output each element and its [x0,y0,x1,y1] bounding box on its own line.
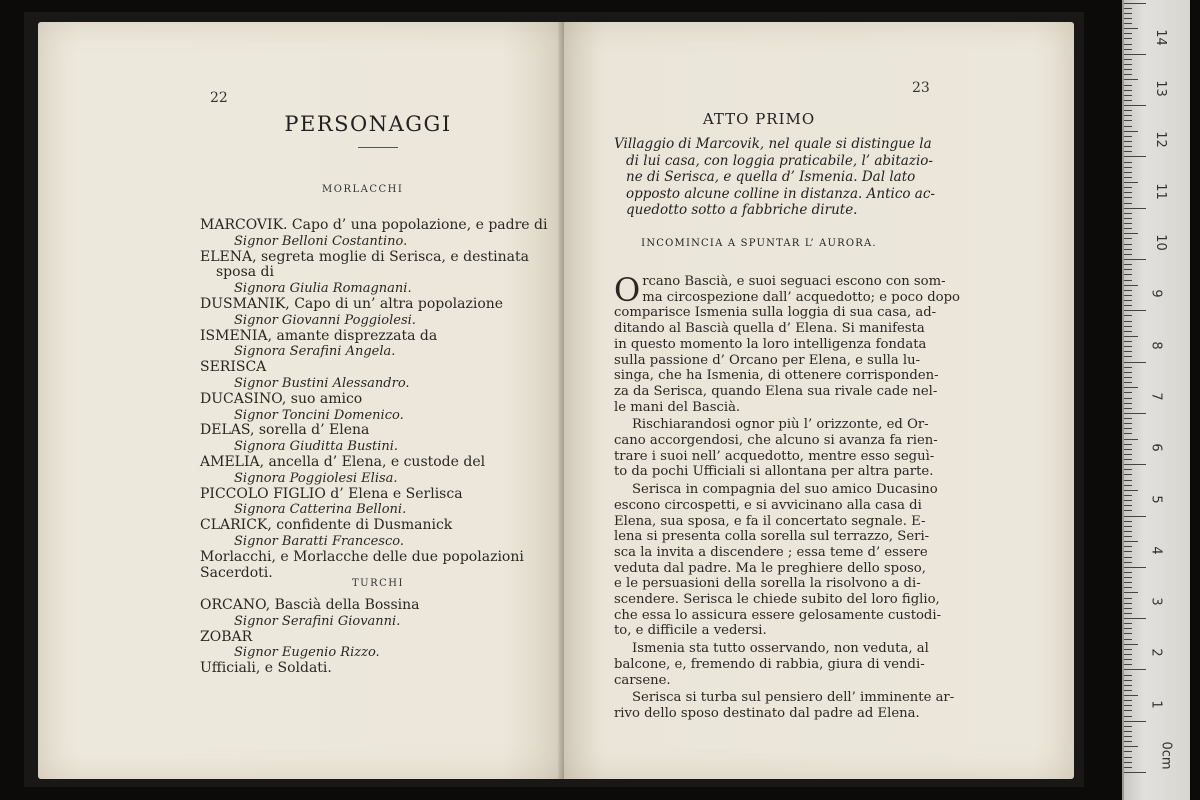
page-number-left: 22 [210,90,228,106]
ruler-tick [1124,408,1132,409]
ruler-label: 14 [1152,29,1168,46]
ruler-tick [1124,362,1146,363]
ruler-tick [1124,654,1132,655]
ruler-tick [1124,423,1132,424]
body-line: in questo momento la loro intelligenza fondata [614,336,927,352]
ruler-tick [1124,249,1132,250]
character-line: PICCOLO FIGLIO d’ Elena e Serlisca [200,485,463,502]
character-line: AMELIA, ancella d’ Elena, e custode del [200,453,486,470]
ruler-tick [1124,167,1132,168]
ruler-label: 1 [1148,700,1164,709]
body-line: che essa lo assicura essere gelosamente custodi- [614,607,942,623]
ruler-tick [1124,746,1138,747]
ruler-tick [1124,59,1132,60]
ruler-tick [1124,449,1132,450]
ruler-tick [1124,531,1132,532]
section-heading-morlacchi: MORLACCHI [322,184,404,195]
ruler-tick [1124,382,1132,383]
ruler-tick [1124,105,1146,106]
ruler-tick [1124,598,1132,599]
scene-line: ne di Serisca, e quella d’ Ismenia. Dal lato [626,169,916,185]
ruler-tick [1124,418,1132,419]
ruler-tick [1124,321,1132,322]
body-line: za da Serisca, quando Elena sua rivale cade nel- [614,383,938,399]
ruler-tick [1124,192,1132,193]
body-line: veduta dal padre. Ma le preghiere dello sposo, [614,560,926,576]
ruler-label: 12 [1152,131,1168,149]
ruler-tick [1124,131,1138,132]
ruler-label: 0cm [1158,741,1174,770]
ruler-tick [1124,562,1132,563]
body-line: escono circospetti, e si avvicinano alla casa di [614,497,922,513]
character-line: ELENA, segreta moglie di Serisca, e destinata [200,248,529,265]
ruler-tick [1124,459,1132,460]
character-line: MARCOVIK. Capo d’ una popolazione, e padre di [200,217,548,233]
character-line: SERISCA [200,359,267,376]
ruler-tick [1124,500,1132,501]
performer-name: Signor Giovanni Poggiolesi. [234,312,416,328]
ruler-tick [1124,49,1132,50]
ruler-tick [1124,608,1132,609]
drop-cap: O [614,271,641,309]
ruler-tick [1124,197,1132,198]
ruler-tick [1124,64,1132,65]
ruler-tick [1124,254,1132,255]
ruler-tick [1124,403,1132,404]
ruler-tick [1124,18,1132,19]
ruler-tick [1124,228,1132,229]
ruler-tick [1124,741,1132,742]
ruler-tick [1124,79,1138,80]
ruler-tick [1124,115,1132,116]
ruler-tick [1124,546,1132,547]
ruler-tick [1124,510,1132,511]
body-line: ma circospezione dall’ acquedotto; e poco dopo [642,289,960,305]
body-line: Serisca si turba sul pensiero dell’ imminente ar- [632,690,955,706]
ruler-tick [1124,664,1132,665]
scene-subheading: INCOMINCIA A SPUNTAR L’ AURORA. [641,238,877,249]
ruler-label: 9 [1148,289,1164,298]
ruler-tick [1124,572,1132,573]
ruler-tick [1124,315,1132,316]
ruler-tick [1124,695,1138,696]
ruler-tick [1124,582,1132,583]
ruler-tick [1124,485,1132,486]
ruler-tick [1124,280,1132,281]
ruler-tick [1124,495,1132,496]
ruler-label: 11 [1152,182,1168,200]
ruler-tick [1124,85,1132,86]
ruler-tick [1124,69,1132,70]
cast-list [200,218,560,581]
ruler-tick [1124,757,1132,758]
ruler-tick [1124,772,1146,773]
ruler-tick [1124,700,1132,701]
character-line: DUSMANIK, Capo di un’ altra popolazione [200,295,504,312]
ruler-tick [1124,577,1132,578]
ruler-label: 5 [1148,494,1164,504]
title-divider [358,147,398,148]
character-line: Sacerdoti. [200,564,273,581]
ruler-tick [1124,182,1138,183]
ruler-label: 8 [1148,340,1164,350]
ruler-tick [1124,649,1132,650]
body-line: balcone, e, fremendo di rabbia, giura di vendi- [614,656,925,672]
ruler-tick [1124,516,1146,517]
ruler-tick [1124,433,1132,434]
ruler-tick [1124,639,1132,640]
scene-line: di lui casa, con loggia praticabile, l’ abitazio- [626,152,933,169]
body-line: to da pochi Ufficiali si allontana per altra parte. [614,464,934,480]
ruler-tick [1124,690,1132,691]
ruler-tick [1124,233,1138,234]
ruler-tick [1124,464,1146,465]
ruler-tick [1124,38,1132,39]
body-line: rivo dello sposo destinato dal padre ad Elena. [614,705,920,721]
ruler-tick [1124,541,1138,542]
ruler-tick [1124,480,1132,481]
ruler-tick [1124,428,1132,429]
ruler-tick [1124,156,1146,157]
ruler-tick [1124,398,1132,399]
ruler-tick [1124,300,1132,301]
ruler-tick [1124,126,1132,127]
ruler-tick [1124,680,1132,681]
ruler-tick [1124,274,1132,275]
ruler-tick [1124,326,1132,327]
ruler-tick [1124,264,1132,265]
body-line: cano accorgendosi, che alcuno si avanza fa rien- [614,433,938,449]
ruler-tick [1124,208,1146,209]
character-line: ISMENIA, amante disprezzata da [200,327,438,344]
ruler-tick [1124,685,1132,686]
character-line: ZOBAR [200,628,253,645]
ruler-tick [1124,259,1146,260]
body-line: ditando al Bascià quella d’ Elena. Si manifesta [614,321,925,337]
ruler-tick [1124,90,1132,91]
ruler-tick [1124,592,1138,593]
body-line: Elena, sua sposa, e fa il concertato segnale. E- [614,513,926,529]
ruler-tick [1124,269,1132,270]
performer-name: Signor Toncini Domenico. [234,407,404,423]
measuring-ruler [1122,0,1190,800]
body-line: Serisca in compagnia del suo amico Ducasino [632,482,938,498]
turchi-list [200,598,560,677]
ruler-tick [1124,223,1132,224]
ruler-tick [1124,613,1132,614]
ruler-tick [1124,8,1132,9]
body-line: Ismenia sta tutto osservando, non veduta, al [632,641,929,657]
ruler-tick [1124,659,1132,660]
ruler-tick [1124,751,1132,752]
ruler-tick [1124,731,1132,732]
ruler-tick [1124,721,1146,722]
ruler-tick [1124,95,1132,96]
ruler-tick [1124,675,1132,676]
ruler-tick [1124,346,1132,347]
body-text [614,271,964,722]
ruler-tick [1124,392,1132,393]
performer-name: Signora Giuditta Bustini. [234,439,399,455]
ruler-tick [1124,28,1138,29]
body-line: trare i suoi nell’ acquedotto, mentre esso seguì- [614,448,935,464]
performer-name: Signor Serafini Giovanni. [234,613,401,629]
ruler-tick [1124,736,1132,737]
ruler-tick [1124,141,1132,142]
ruler-tick [1124,526,1132,527]
ruler-tick [1124,413,1146,414]
page-number-right: 23 [912,80,930,96]
ruler-tick [1124,521,1132,522]
ruler-tick [1124,474,1132,475]
ruler-tick [1124,100,1132,101]
character-line: CLARICK, confidente di Dusmanick [200,517,453,534]
ruler-tick [1124,120,1132,121]
ruler-tick [1124,669,1146,670]
ruler-tick [1124,187,1132,188]
ruler-tick [1124,238,1132,239]
performer-name: Signor Belloni Costantino. [234,233,408,249]
performer-name: Signora Catterina Belloni. [234,502,407,518]
ruler-tick [1124,490,1138,491]
performer-name: Signor Bustini Alessandro. [234,375,410,391]
ruler-tick [1124,162,1132,163]
performer-name: Signora Poggiolesi Elisa. [234,470,398,486]
ruler-tick [1124,295,1132,296]
ruler-tick [1124,367,1132,368]
left-page [38,22,566,779]
ruler-tick [1124,177,1132,178]
ruler-tick [1124,244,1132,245]
ruler-label: 4 [1148,546,1164,555]
character-line: ORCANO, Bascià della Bossina [200,597,420,613]
ruler-tick [1124,644,1138,645]
body-line: le mani del Bascià. [614,399,741,415]
ruler-tick [1124,290,1132,291]
ruler-label: 10 [1152,234,1168,251]
ruler-tick [1124,305,1132,306]
ruler-tick [1124,213,1132,214]
character-line: DELAS, sorella d’ Elena [200,422,370,439]
right-page [564,22,1074,779]
ruler-tick [1124,387,1138,388]
ruler-tick [1124,587,1132,588]
ruler-tick [1124,74,1132,75]
ruler-tick [1124,372,1132,373]
scene-line: Villaggio di Marcovik, nel quale si distingue la [614,136,932,152]
body-line: scendere. Serisca le chiede subito del loro figlio, [614,592,940,608]
body-line: Rischiarandosi ognor più l’ orizzonte, ed Or- [632,417,929,433]
ruler-tick [1124,505,1132,506]
body-line: comparisce Ismenia sulla loggia di sua casa, ad- [614,305,937,321]
performer-name: Signor Eugenio Rizzo. [234,645,380,661]
scene-line: quedotto sotto a fabbriche dirute. [626,202,858,218]
ruler-tick [1124,351,1132,352]
open-book [24,12,1084,787]
section-heading-turchi: TURCHI [352,578,404,589]
scene-description [614,136,964,219]
ruler-tick [1124,218,1132,219]
ruler-label: 7 [1148,392,1164,401]
ruler-tick [1124,54,1146,55]
ruler-tick [1124,3,1146,4]
body-line: sca la invita a discendere ; essa teme d’ essere [614,544,928,560]
ruler-tick [1124,377,1132,378]
character-line: sposa di [216,264,274,281]
performer-name: Signora Serafini Angela. [234,344,396,360]
body-line: e le persuasioni della sorella la risolvono a di- [614,576,921,592]
ruler-tick [1124,705,1132,706]
body-line: lena si presenta colla sorella sul terrazzo, Seri- [614,529,930,545]
body-line: sulla passione d’ Orcano per Elena, e sulla lu- [614,352,921,368]
ruler-tick [1124,726,1132,727]
character-line: Ufficiali, e Soldati. [200,660,332,677]
ruler-label: 2 [1148,648,1164,658]
ruler-label: 3 [1148,597,1164,606]
ruler-tick [1124,716,1132,717]
ruler-tick [1124,618,1146,619]
ruler-tick [1124,110,1132,111]
body-line: to, e difficile a vedersi. [614,623,767,639]
ruler-tick [1124,439,1138,440]
performer-name: Signora Giulia Romagnani. [234,281,412,297]
ruler-tick [1124,331,1132,332]
scene-line: opposto alcune colline in distanza. Antico ac- [626,185,935,202]
character-line: DUCASINO, suo amico [200,390,363,407]
ruler-tick [1124,13,1132,14]
ruler-tick [1124,146,1132,147]
body-line: rcano Bascià, e suoi seguaci escono con som- [642,274,946,289]
ruler-tick [1124,633,1132,634]
body-line: singa, che ha Ismenia, di ottenere corrisponden- [614,368,939,384]
ruler-label: 6 [1148,443,1164,452]
ruler-tick [1124,285,1138,286]
ruler-tick [1124,336,1138,337]
act-title: ATTO PRIMO [702,110,816,128]
ruler-tick [1124,603,1132,604]
ruler-tick [1124,469,1132,470]
ruler-tick [1124,341,1132,342]
ruler-tick [1124,536,1132,537]
ruler-tick [1124,551,1132,552]
ruler-tick [1124,136,1132,137]
ruler-tick [1124,454,1132,455]
page-title-personaggi: PERSONAGGI [284,112,452,136]
ruler-tick [1124,203,1132,204]
ruler-tick [1124,567,1146,568]
ruler-tick [1124,557,1132,558]
ruler-tick [1124,33,1132,34]
ruler-tick [1124,628,1132,629]
ruler-tick [1124,356,1132,357]
ruler-tick [1124,767,1132,768]
body-line: carsene. [614,672,671,688]
character-line: Morlacchi, e Morlacche delle due popolazioni [200,548,524,565]
ruler-tick [1124,623,1132,624]
ruler-label: 13 [1152,80,1168,97]
ruler-tick [1124,310,1146,311]
ruler-tick [1124,44,1132,45]
ruler-tick [1124,762,1132,763]
performer-name: Signor Baratti Francesco. [234,533,404,549]
ruler-tick [1124,172,1132,173]
ruler-tick [1124,23,1132,24]
ruler-tick [1124,444,1132,445]
ruler-tick [1124,710,1132,711]
ruler-tick [1124,151,1132,152]
